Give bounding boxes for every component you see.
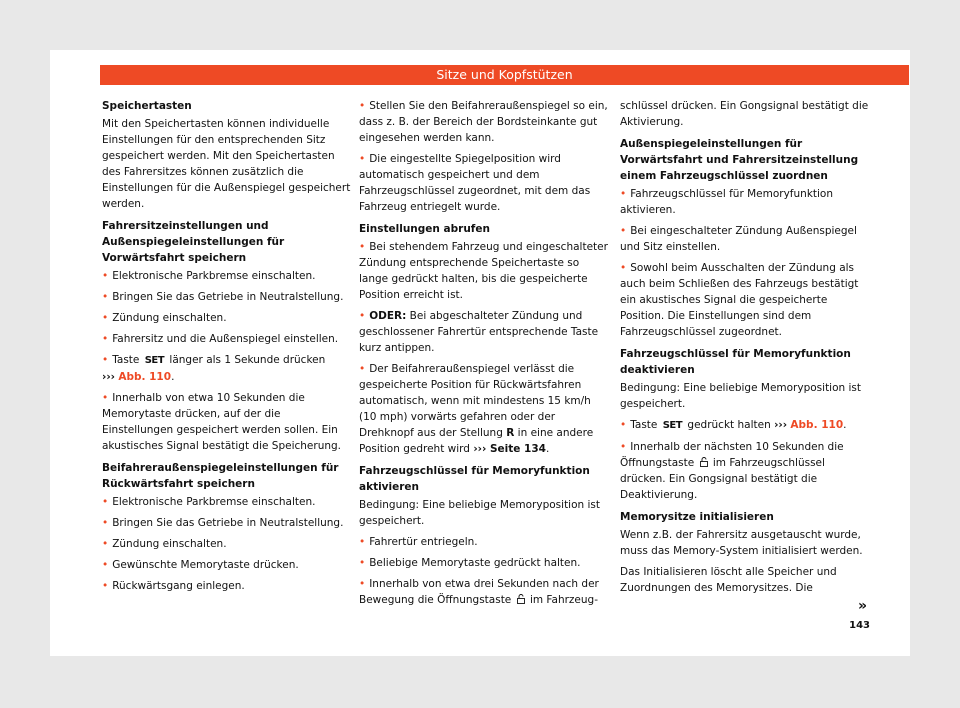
page <box>50 50 910 656</box>
list-item: • Sowohl beim Ausschalten der Zündung als auch beim Schließen des Fahrzeugs bestätigt ein akustisches Signal die gespeicherte Position. Die Einstellungen sind dem Fahrzeugschlüssel zugeordnet. <box>620 260 870 340</box>
figure-link[interactable]: Abb. 110 <box>790 419 844 431</box>
paragraph: Mit den Speichertasten können individuelle Einstellungen für den entsprechenden Sitz gespeichert werden. Mit den Speichertasten des Fahrersitzes können zusätzlich die Einstellungen für die Außenspiegel gespeichert werden. <box>102 118 351 210</box>
list-item: • Taste SET länger als 1 Sekunde drücken ››› Abb. 110. <box>102 352 352 385</box>
list-item: • Stellen Sie den Beifahreraußenspiegel so ein, dass z. B. der Bereich der Bordsteinkante gut eingesehen werden kann. <box>359 98 609 146</box>
heading-memorysitze-initialisieren: Memorysitze initialisieren <box>620 511 774 523</box>
set-button-icon: SET <box>144 355 165 366</box>
list-item: • Innerhalb von etwa 10 Sekunden die Memorytaste drücken, auf der die Einstellungen gespeichert werden sollen. Ein akustisches Signal bestätigt die Speicherung. <box>102 390 352 454</box>
paragraph: Bedingung: Eine beliebige Memoryposition ist gespeichert. <box>359 499 601 527</box>
paragraph: schlüssel drücken. Ein Gongsignal bestätigt die Aktivierung. <box>620 100 869 128</box>
heading-fahrersitz-speichern: Fahrersitzeinstellungen und Außenspiegeleinstellungen für Vorwärtsfahrt speichern <box>102 220 285 264</box>
list-item: • ODER: Bei abgeschalteter Zündung und geschlossener Fahrertür entsprechende Taste kurz antippen. <box>359 308 609 356</box>
column-1 <box>102 98 352 599</box>
list-item: • Bringen Sie das Getriebe in Neutralstellung. <box>102 289 352 305</box>
heading-speichertasten: Speichertasten <box>102 100 192 112</box>
continue-marker: » <box>857 598 867 614</box>
list-item: • Die eingestellte Spiegelposition wird automatisch gespeichert und dem Fahrzeugschlüssel zugeordnet, mit dem das Fahrzeug entriegelt wurde. <box>359 151 609 215</box>
set-button-icon: SET <box>662 420 683 431</box>
list-item: • Zündung einschalten. <box>102 310 352 326</box>
list-item: • Zündung einschalten. <box>102 536 352 552</box>
list-item: • Fahrertür entriegeln. <box>359 534 609 550</box>
list-item: • Taste SET gedrückt halten ››› Abb. 110. <box>620 417 870 434</box>
list-item: • Elektronische Parkbremse einschalten. <box>102 494 352 510</box>
unlock-icon <box>517 594 525 604</box>
heading-beifahrer-speichern: Beifahreraußenspiegeleinstellungen für Rückwärtsfahrt speichern <box>102 462 339 490</box>
heading-schluessel-deaktivieren: Fahrzeugschlüssel für Memoryfunktion deaktivieren <box>620 348 851 376</box>
list-item: • Fahrzeugschlüssel für Memoryfunktion aktivieren. <box>620 186 870 218</box>
list-item: • Gewünschte Memorytaste drücken. <box>102 557 352 573</box>
heading-schluessel-aktivieren: Fahrzeugschlüssel für Memoryfunktion aktivieren <box>359 465 590 493</box>
paragraph: Das Initialisieren löscht alle Speicher und Zuordnungen des Memorysitzes. Die <box>620 566 837 594</box>
list-item: • Rückwärtsgang einlegen. <box>102 578 352 594</box>
list-item: • Fahrersitz und die Außenspiegel einstellen. <box>102 331 352 347</box>
list-item: • Der Beifahreraußenspiegel verlässt die gespeicherte Position für Rückwärtsfahren automatisch, wenn mit mindestens 15 km/h (10 mph) vorwärts gefahren oder der Drehknopf aus der Stellung R in eine andere Position gedreht wird ››› Seite 134. <box>359 361 609 457</box>
list-item: • Bei stehendem Fahrzeug und eingeschalteter Zündung entsprechende Speichertaste so lange gedrückt halten, bis die gespeicherte Position erreicht ist. <box>359 239 609 303</box>
paragraph: Bedingung: Eine beliebige Memoryposition ist gespeichert. <box>620 382 862 410</box>
list-item: • Beliebige Memorytaste gedrückt halten. <box>359 555 609 571</box>
page-number: 143 <box>849 620 870 631</box>
column-2 <box>359 98 609 613</box>
list-item: • Innerhalb von etwa drei Sekunden nach der Bewegung die Öffnungstaste im Fahrzeug- <box>359 576 609 608</box>
list-item: • Innerhalb der nächsten 10 Sekunden die Öffnungstaste im Fahrzeugschlüssel drücken. Ein Gongsignal bestätigt die Deaktivierung. <box>620 439 870 503</box>
page-link[interactable]: ››› Seite 134 <box>473 443 546 455</box>
list-item: • Elektronische Parkbremse einschalten. <box>102 268 352 284</box>
page-header: Sitze und Kopfstützen <box>100 65 909 85</box>
heading-einstellungen-zuordnen: Außenspiegeleinstellungen für Vorwärtsfahrt und Fahrersitzeinstellung einem Fahrzeugschlüssel zuordnen <box>620 138 859 182</box>
figure-link[interactable]: Abb. 110 <box>118 371 172 383</box>
column-3 <box>620 98 870 601</box>
heading-einstellungen-abrufen: Einstellungen abrufen <box>359 223 490 235</box>
list-item: • Bei eingeschalteter Zündung Außenspiegel und Sitz einstellen. <box>620 223 870 255</box>
paragraph: Wenn z.B. der Fahrersitz ausgetauscht wurde, muss das Memory-System initialisiert werden. <box>620 529 863 557</box>
unlock-icon <box>700 457 708 467</box>
list-item: • Bringen Sie das Getriebe in Neutralstellung. <box>102 515 352 531</box>
